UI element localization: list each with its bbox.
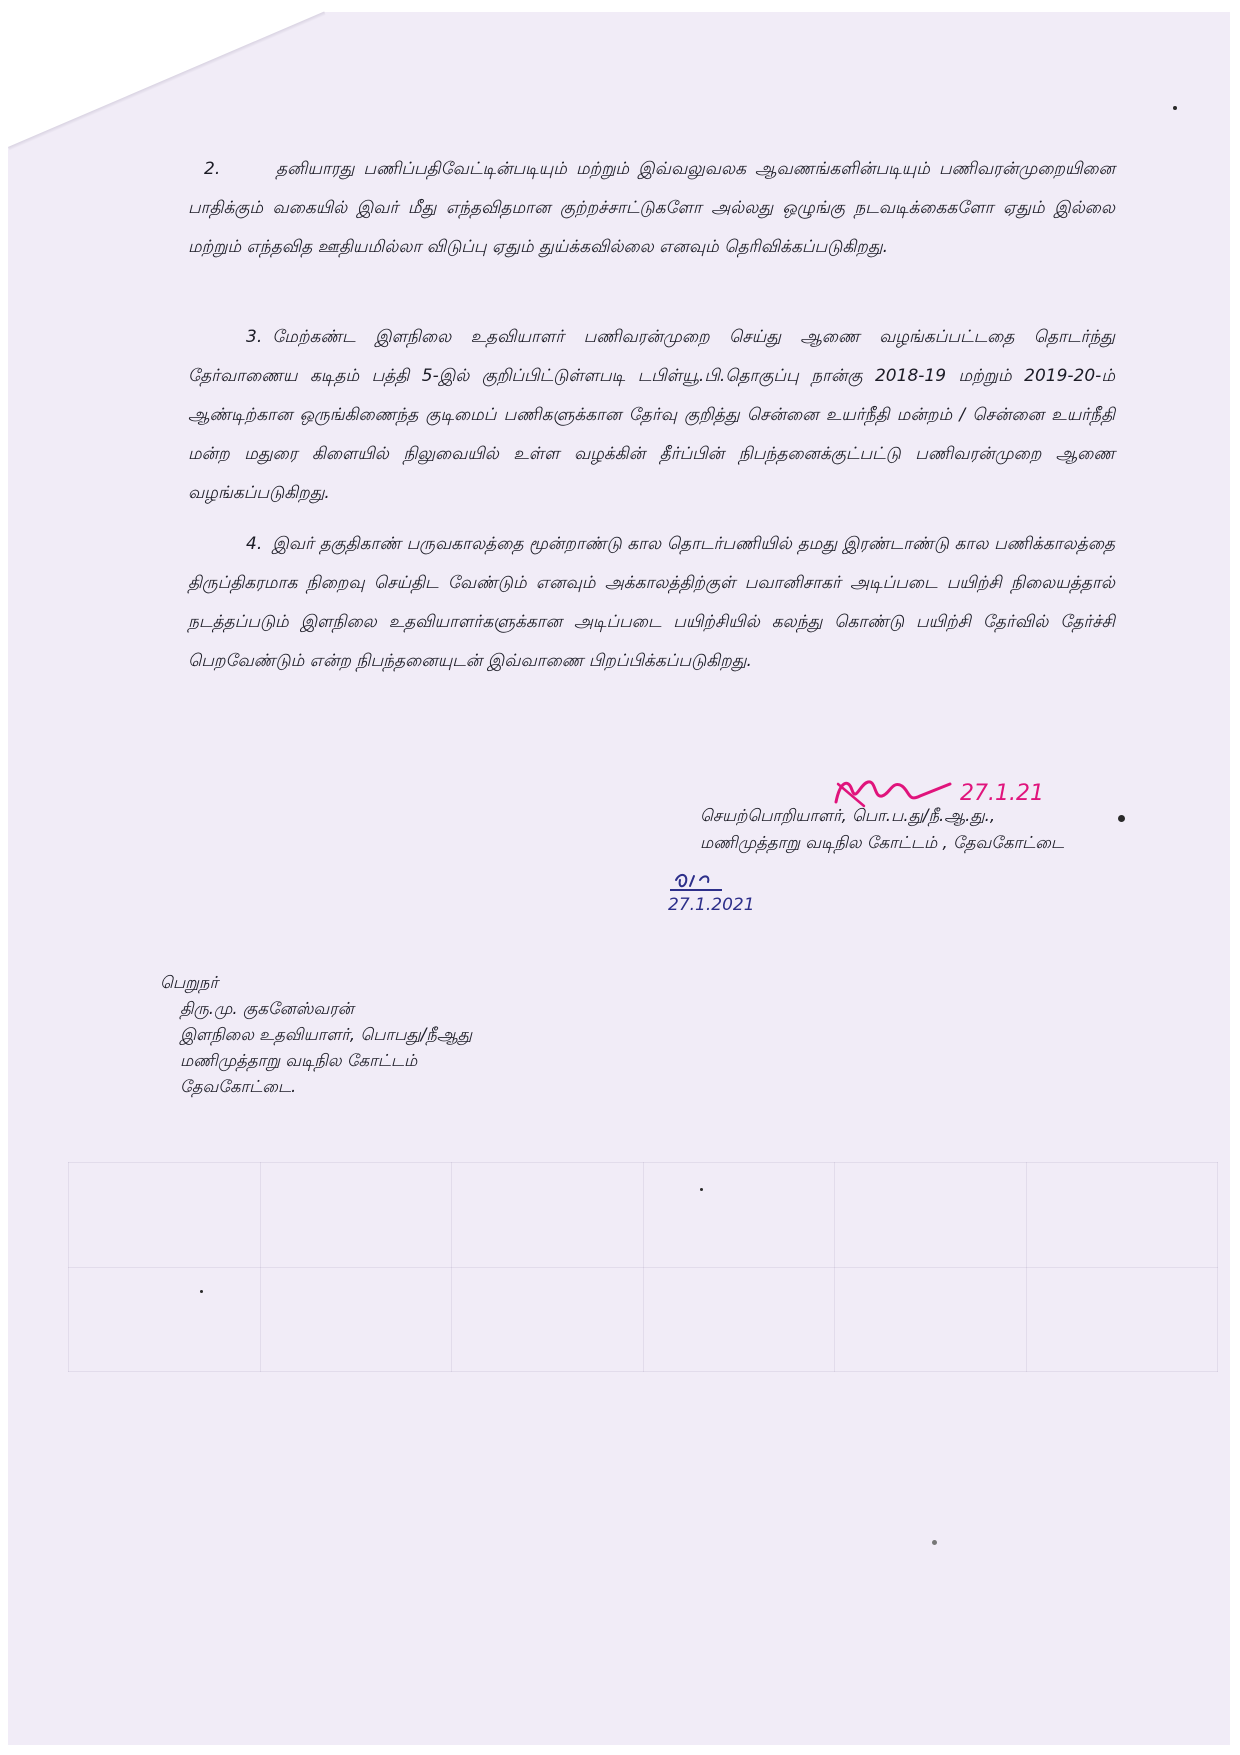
- designation: செயற்பொறியாளர், பொ.ப.து/நீ.ஆ.து.,: [700, 806, 996, 825]
- recipient-name: திரு.மு. குகனேஸ்வரன்: [180, 999, 354, 1018]
- paragraph-number: 3.: [246, 327, 263, 347]
- paragraph-2: [188, 150, 1115, 267]
- show-through-table: [68, 1162, 1218, 1372]
- paragraph-3: [188, 318, 1115, 513]
- paragraph-text: இவர் தகுதிகாண் பருவகாலத்தை மூன்றாண்டு கால தொடர்பணியில் தமது இரண்டாண்டு கால பணிக்காலத்தை திருப்திகரமாக நிறைவு செய்திட வேண்டும் எனவும் அக்காலத்திற்குள் பவானிசாகர் அடிப்படை பயிற்சி நிலையத்தால் நடத்தப்படும் இளநிலை உதவியாளர்களுக்கான அடிப்படை பயிற்சியில் கலந்து கொண்டு பயிற்சி தேர்வில் தேர்ச்சி பெறவேண்டும் என்ற நிபந்தனையுடன் இவ்வாணை பிறப்பிக்கப்படுகிறது.: [188, 534, 1115, 671]
- signature-date: 27.1.21: [960, 781, 1044, 806]
- dust-speck: [1173, 106, 1177, 110]
- recipient-designation: இளநிலை உதவியாளர், பொபது/நீஆது: [180, 1025, 473, 1044]
- initials-with-date: [660, 866, 800, 916]
- dust-speck: [932, 1540, 937, 1545]
- dust-speck: [700, 1188, 703, 1191]
- initials-date: 27.1.2021: [668, 895, 755, 915]
- paragraph-number: 4.: [246, 534, 263, 554]
- paragraph-text: மேற்கண்ட இளநிலை உதவியாளர் பணிவரன்முறை செய்து ஆணை வழங்கப்பட்டதை தொடர்ந்து தேர்வாணைய கடிதம் பத்தி 5-இல் குறிப்பிட்டுள்ளபடி டபிள்யூ.பி.தொகுப்பு நான்கு 2018-19 மற்றும் 2019-20-ம் ஆண்டிற்கான ஒருங்கிணைந்த குடிமைப் பணிகளுக்கான தேர்வு குறித்து சென்னை உயர்நீதி மன்றம் / சென்னை உயர்நீதி மன்ற மதுரை கிளையில் நிலுவையில் உள்ள வழக்கின் தீர்ப்பின் நிபந்தனைக்குட்பட்டு பணிவரன்முறை ஆணை வழங்கப்படுகிறது.: [188, 327, 1115, 503]
- office-name: மணிமுத்தாறு வடிநில கோட்டம் , தேவகோட்டை: [700, 833, 1065, 852]
- document-page: [8, 12, 1230, 1745]
- ink-spot: [1118, 815, 1125, 822]
- paragraph-4: [188, 525, 1115, 681]
- recipient-heading: பெறுநர்: [160, 973, 219, 992]
- paragraph-text: தனியாரது பணிப்பதிவேட்டின்படியும் மற்றும் இவ்வலுவலக ஆவணங்களின்படியும் பணிவரன்முறையினை பாதிக்கும் வகையில் இவர் மீது எந்தவிதமான குற்றச்சாட்டுகளோ அல்லது ஒழுங்கு நடவடிக்கைகளோ ஏதும் இல்லை மற்றும் எந்தவித ஊதியமில்லா விடுப்பு ஏதும் துய்க்கவில்லை எனவும் தெரிவிக்கப்படுகிறது.: [188, 159, 1115, 257]
- recipient-office: மணிமுத்தாறு வடிநில கோட்டம்: [180, 1051, 418, 1070]
- recipient-block: [160, 970, 472, 1100]
- signature-block: [700, 802, 1064, 856]
- paragraph-number: 2.: [204, 159, 221, 179]
- recipient-place: தேவகோட்டை.: [180, 1077, 297, 1096]
- dust-speck: [200, 1290, 203, 1293]
